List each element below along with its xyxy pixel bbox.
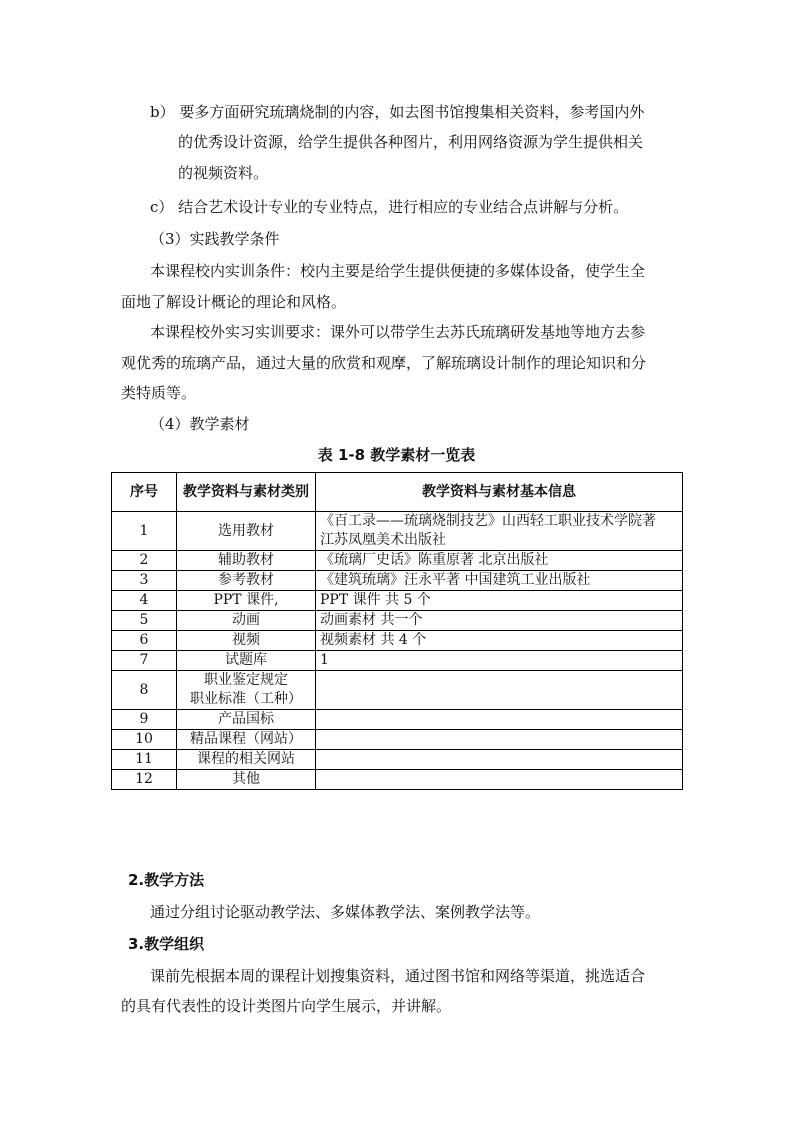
heading-practice-conditions: （3）实践教学条件 xyxy=(150,230,280,248)
table-row xyxy=(112,651,683,671)
cell-serial: 3 xyxy=(112,571,177,591)
item-c-line-1: c） 结合艺术设计专业的专业特点，进行相应的专业结合点讲解与分析。 xyxy=(150,198,629,216)
cell-serial: 6 xyxy=(112,631,177,651)
table-row xyxy=(112,571,683,591)
paragraph-onsite-line-2: 面地了解设计概论的理论和风格。 xyxy=(121,293,347,311)
cell-serial: 4 xyxy=(112,591,177,611)
heading-teaching-materials: （4）教学素材 xyxy=(150,415,250,433)
table-row xyxy=(112,611,683,631)
section-teaching-methods-text: 通过分组讨论驱动教学法、多媒体教学法、案例教学法等。 xyxy=(150,903,541,921)
paragraph-offsite-line-1: 本课程校外实习实训要求：课外可以带学生去苏氏琉璃研发基地等地方去参 xyxy=(150,323,646,341)
cell-serial: 1 xyxy=(112,512,177,551)
table-row xyxy=(112,671,683,710)
cell-category: 动画 xyxy=(177,611,316,631)
cell-category: 产品国标 xyxy=(177,710,316,730)
cell-serial: 2 xyxy=(112,551,177,571)
cell-category: 职业鉴定规定 职业标准（工种） xyxy=(177,671,316,710)
cell-info: 动画素材 共一个 xyxy=(316,611,683,631)
item-b-line-3: 的视频资料。 xyxy=(178,164,269,182)
cell-category: 辅助教材 xyxy=(177,551,316,571)
paragraph-offsite-line-3: 类特质等。 xyxy=(121,384,197,402)
cell-category: PPT 课件, xyxy=(177,591,316,611)
table-row xyxy=(112,631,683,651)
section-teaching-organization-line-1: 课前先根据本周的课程计划搜集资料，通过图书馆和网络等渠道，挑选适合 xyxy=(150,967,646,985)
cell-info xyxy=(316,671,683,710)
table-row xyxy=(112,512,683,551)
cell-category: 试题库 xyxy=(177,651,316,671)
cell-serial: 9 xyxy=(112,710,177,730)
paragraph-onsite-line-1: 本课程校内实训条件：校内主要是给学生提供便捷的多媒体设备，使学生全 xyxy=(150,262,646,280)
cell-info xyxy=(316,750,683,770)
cell-category: 精品课程（网站） xyxy=(177,730,316,750)
cell-serial: 5 xyxy=(112,611,177,631)
table-row xyxy=(112,551,683,571)
cell-info: PPT 课件 共 5 个 xyxy=(316,591,683,611)
table-caption: 表 1-8 教学素材一览表 xyxy=(317,446,476,464)
cell-serial: 11 xyxy=(112,750,177,770)
cell-serial: 7 xyxy=(112,651,177,671)
cell-info: 《琉璃厂史话》陈重原著 北京出版社 xyxy=(316,551,683,571)
table-header-row xyxy=(112,473,683,512)
header-category: 教学资料与素材类别 xyxy=(177,473,316,512)
cell-category: 其他 xyxy=(177,770,316,790)
table-row xyxy=(112,730,683,750)
cell-info: 《建筑琉璃》汪永平著 中国建筑工业出版社 xyxy=(316,571,683,591)
section-teaching-organization-title: 3.教学组织 xyxy=(128,935,205,953)
table-row xyxy=(112,750,683,770)
table-row xyxy=(112,591,683,611)
cell-category: 选用教材 xyxy=(177,512,316,551)
cell-info xyxy=(316,710,683,730)
header-serial: 序号 xyxy=(112,473,177,512)
cell-info: 《百工录——琉璃烧制技艺》山西轻工职业技术学院著 江苏凤凰美术出版社 xyxy=(316,512,683,551)
header-info: 教学资料与素材基本信息 xyxy=(316,473,683,512)
cell-info: 视频素材 共 4 个 xyxy=(316,631,683,651)
paragraph-offsite-line-2: 观优秀的琉璃产品，通过大量的欣赏和观摩，了解琉璃设计制作的理论知识和分 xyxy=(121,354,647,372)
cell-category: 参考教材 xyxy=(177,571,316,591)
cell-serial: 12 xyxy=(112,770,177,790)
table-row xyxy=(112,710,683,730)
cell-serial: 10 xyxy=(112,730,177,750)
item-b-line-2: 的优秀设计资源，给学生提供各种图片，利用网络资源为学生提供相关 xyxy=(178,133,644,151)
section-teaching-methods-title: 2.教学方法 xyxy=(128,871,205,889)
section-teaching-organization-line-2: 的具有代表性的设计类图片向学生展示，并讲解。 xyxy=(121,997,452,1015)
cell-category: 视频 xyxy=(177,631,316,651)
table-row xyxy=(112,770,683,790)
cell-serial: 8 xyxy=(112,671,177,710)
cell-info xyxy=(316,730,683,750)
materials-table xyxy=(111,472,683,790)
cell-info xyxy=(316,770,683,790)
cell-info: 1 xyxy=(316,651,683,671)
item-b-line-1: b） 要多方面研究琉璃烧制的内容，如去图书馆搜集相关资料，参考国内外 xyxy=(150,103,645,121)
cell-category: 课程的相关网站 xyxy=(177,750,316,770)
